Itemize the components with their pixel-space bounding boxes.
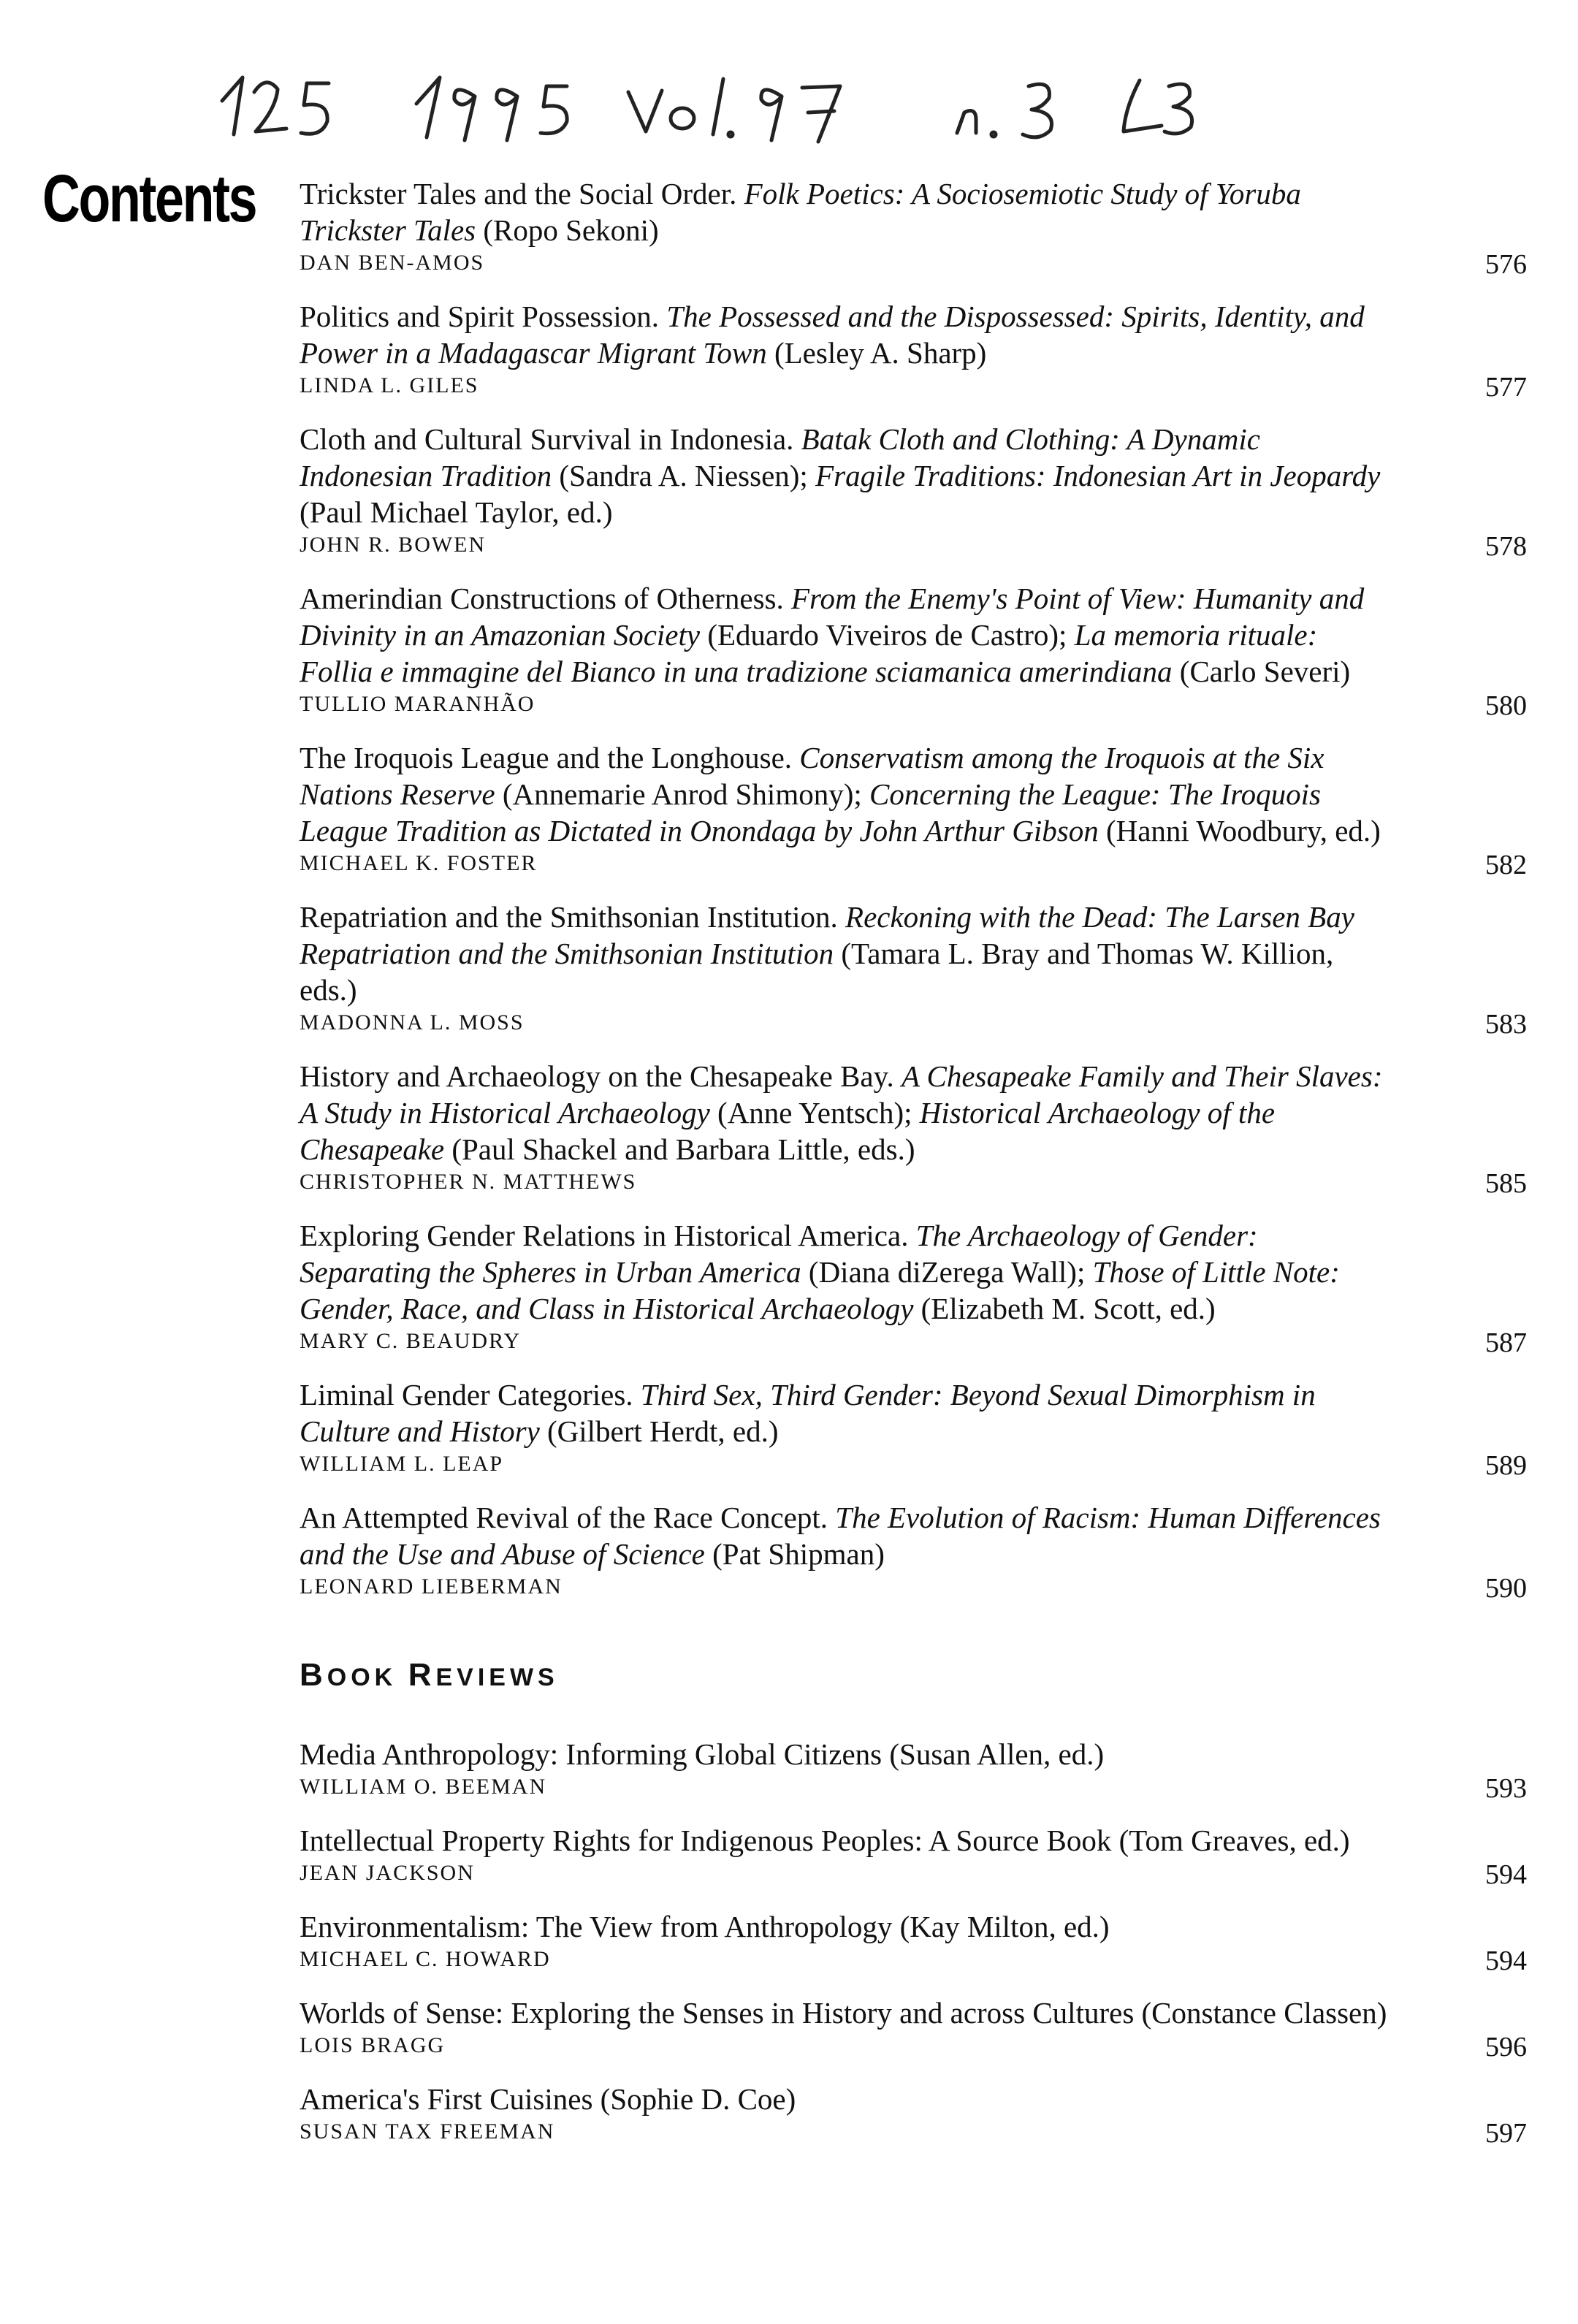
book-review-entry	[300, 1736, 1527, 1804]
page-number: 585	[1485, 1168, 1527, 1199]
book-title: Batak Cloth and Clothing: A Dynamic Indonesian Tradition	[300, 422, 1260, 492]
contents-title: Contents	[42, 161, 256, 236]
book-author: (Lesley A. Sharp)	[766, 336, 987, 370]
reviewer-name: JEAN JACKSON	[300, 1861, 475, 1885]
page-number: 593	[1485, 1773, 1527, 1804]
book-review-entry	[300, 2081, 1527, 2149]
review-essay-entry	[300, 421, 1527, 562]
reviewer-name: TULLIO MARANHÃO	[300, 692, 535, 716]
page-number: 589	[1485, 1450, 1527, 1481]
entry-title	[300, 1822, 1395, 1859]
reviewer-name: LEONARD LIEBERMAN	[300, 1574, 563, 1599]
review-essay-entry	[300, 739, 1527, 880]
book-title: Those of Little Note: Gender, Race, and Class in Historical Archaeology	[300, 1255, 1340, 1325]
page-number: 583	[1485, 1009, 1527, 1040]
entry-title	[300, 421, 1395, 530]
page-number: 578	[1485, 531, 1527, 562]
entry-title	[300, 1499, 1395, 1572]
book-author: (Carlo Severi)	[1172, 655, 1351, 688]
reviewer-name: SUSAN TAX FREEMAN	[300, 2119, 555, 2144]
review-essay-entry	[300, 1376, 1527, 1481]
page-number: 576	[1485, 249, 1527, 280]
book-author: (Tamara L. Bray and Thomas W. Killion, eds.)	[300, 937, 1334, 1007]
book-title: Reckoning with the Dead: The Larsen Bay Repatriation and the Smithsonian Institution	[300, 900, 1354, 970]
entry-title	[300, 175, 1395, 248]
book-author: (Ropo Sekoni)	[476, 213, 659, 247]
essay-title: Intellectual Property Rights for Indigenous Peoples: A Source Book (Tom Greaves, ed.)	[300, 1824, 1350, 1857]
book-title: Concerning the League: The Iroquois League Tradition as Dictated in Onondaga by John Arthur Gibson	[300, 777, 1321, 847]
page-number: 597	[1485, 2118, 1527, 2149]
essay-title: Cloth and Cultural Survival in Indonesia.	[300, 422, 801, 456]
book-review-entry	[300, 1995, 1527, 2062]
essay-title: An Attempted Revival of the Race Concept.	[300, 1501, 836, 1534]
essay-title: Amerindian Constructions of Otherness.	[300, 582, 791, 615]
entry-title	[300, 899, 1395, 1008]
reviewer-name: CHRISTOPHER N. MATTHEWS	[300, 1170, 637, 1194]
book-title: A Chesapeake Family and Their Slaves: A Study in Historical Archaeology	[300, 1059, 1383, 1129]
review-essays-list	[300, 175, 1527, 1604]
page-number: 577	[1485, 372, 1527, 403]
entry-title	[300, 1908, 1395, 1945]
entry-title	[300, 580, 1395, 690]
essay-title: Liminal Gender Categories.	[300, 1378, 641, 1411]
essay-title: Repatriation and the Smithsonian Institution.	[300, 900, 846, 934]
book-author: (Annemarie Anrod Shimony);	[495, 777, 870, 811]
book-review-entry	[300, 1908, 1527, 1976]
book-title: Fragile Traditions: Indonesian Art in Jeopardy	[815, 459, 1381, 492]
essay-title: Environmentalism: The View from Anthropology (Kay Milton, ed.)	[300, 1910, 1110, 1943]
page-number: 580	[1485, 690, 1527, 721]
book-title: The Evolution of Racism: Human Differences and the Use and Abuse of Science	[300, 1501, 1381, 1571]
review-essay-entry	[300, 1058, 1527, 1199]
contents-list	[300, 175, 1527, 2167]
book-author: (Paul Michael Taylor, ed.)	[300, 495, 613, 529]
review-essay-entry	[300, 899, 1527, 1040]
book-author: (Pat Shipman)	[704, 1537, 885, 1571]
book-title: Folk Poetics: A Sociosemiotic Study of Yoruba Trickster Tales	[300, 177, 1301, 247]
reviewer-name: MICHAEL K. FOSTER	[300, 851, 538, 875]
page-number: 590	[1485, 1573, 1527, 1604]
entry-title	[300, 1217, 1395, 1327]
book-author: (Elizabeth M. Scott, ed.)	[913, 1292, 1216, 1325]
entry-title	[300, 739, 1395, 849]
page-number: 582	[1485, 850, 1527, 880]
book-review-entry	[300, 1822, 1527, 1890]
entry-title	[300, 298, 1395, 371]
review-essay-entry	[300, 298, 1527, 403]
essay-title: Trickster Tales and the Social Order.	[300, 177, 744, 210]
review-essay-entry	[300, 1499, 1527, 1604]
page-number: 594	[1485, 1859, 1527, 1890]
essay-title: America's First Cuisines (Sophie D. Coe)	[300, 2082, 796, 2116]
reviewer-name: WILLIAM L. LEAP	[300, 1452, 504, 1476]
review-essay-entry	[300, 1217, 1527, 1358]
essay-title: The Iroquois League and the Longhouse.	[300, 741, 800, 774]
reviewer-name: LINDA L. GILES	[300, 373, 479, 397]
page-number: 596	[1485, 2032, 1527, 2062]
reviewer-name: DAN BEN-AMOS	[300, 251, 485, 275]
book-reviews-list	[300, 1736, 1527, 2149]
entry-title	[300, 1058, 1395, 1167]
review-essay-entry	[300, 175, 1527, 280]
reviewer-name: JOHN R. BOWEN	[300, 533, 487, 557]
book-reviews-heading: BOOK REVIEWS	[300, 1657, 559, 1693]
essay-title: Exploring Gender Relations in Historical America.	[300, 1219, 916, 1252]
reviewer-name: LOIS BRAGG	[300, 2033, 446, 2057]
book-author: (Diana diZerega Wall);	[801, 1255, 1093, 1289]
handwritten-annotation	[219, 64, 1242, 145]
page-number: 594	[1485, 1946, 1527, 1976]
essay-title: Media Anthropology: Informing Global Citizens (Susan Allen, ed.)	[300, 1737, 1105, 1771]
book-title: The Possessed and the Dispossessed: Spirits, Identity, and Power in a Madagascar Migrant Town	[300, 300, 1365, 370]
book-title: Historical Archaeology of the Chesapeake	[300, 1096, 1276, 1166]
book-author: (Hanni Woodbury, ed.)	[1098, 814, 1381, 847]
reviewer-name: MADONNA L. MOSS	[300, 1010, 525, 1035]
entry-title	[300, 1376, 1395, 1449]
entry-title	[300, 1736, 1395, 1772]
book-title: Conservatism among the Iroquois at the Six Nations Reserve	[300, 741, 1324, 811]
essay-title: History and Archaeology on the Chesapeake Bay.	[300, 1059, 902, 1093]
page-number: 587	[1485, 1327, 1527, 1358]
review-essay-entry	[300, 580, 1527, 721]
book-author: (Gilbert Herdt, ed.)	[539, 1414, 779, 1448]
essay-title: Worlds of Sense: Exploring the Senses in History and across Cultures (Constance Classen)	[300, 1996, 1387, 2030]
entry-title	[300, 1995, 1395, 2031]
book-title: Third Sex, Third Gender: Beyond Sexual Dimorphism in Culture and History	[300, 1378, 1316, 1448]
book-author: (Eduardo Viveiros de Castro);	[700, 618, 1075, 652]
book-author: (Anne Yentsch);	[709, 1096, 920, 1129]
book-title: The Archaeology of Gender: Separating the Spheres in Urban America	[300, 1219, 1258, 1289]
essay-title: Politics and Spirit Possession.	[300, 300, 667, 333]
reviewer-name: WILLIAM O. BEEMAN	[300, 1775, 547, 1799]
book-title: La memoria rituale: Follia e immagine del Bianco in una tradizione sciamanica amerindiana	[300, 618, 1318, 688]
book-title: From the Enemy's Point of View: Humanity and Divinity in an Amazonian Society	[300, 582, 1365, 652]
reviewer-name: MICHAEL C. HOWARD	[300, 1947, 551, 1971]
entry-title	[300, 2081, 1395, 2117]
reviewer-name: MARY C. BEAUDRY	[300, 1329, 522, 1353]
book-author: (Paul Shackel and Barbara Little, eds.)	[444, 1132, 915, 1166]
book-author: (Sandra A. Niessen);	[552, 459, 816, 492]
